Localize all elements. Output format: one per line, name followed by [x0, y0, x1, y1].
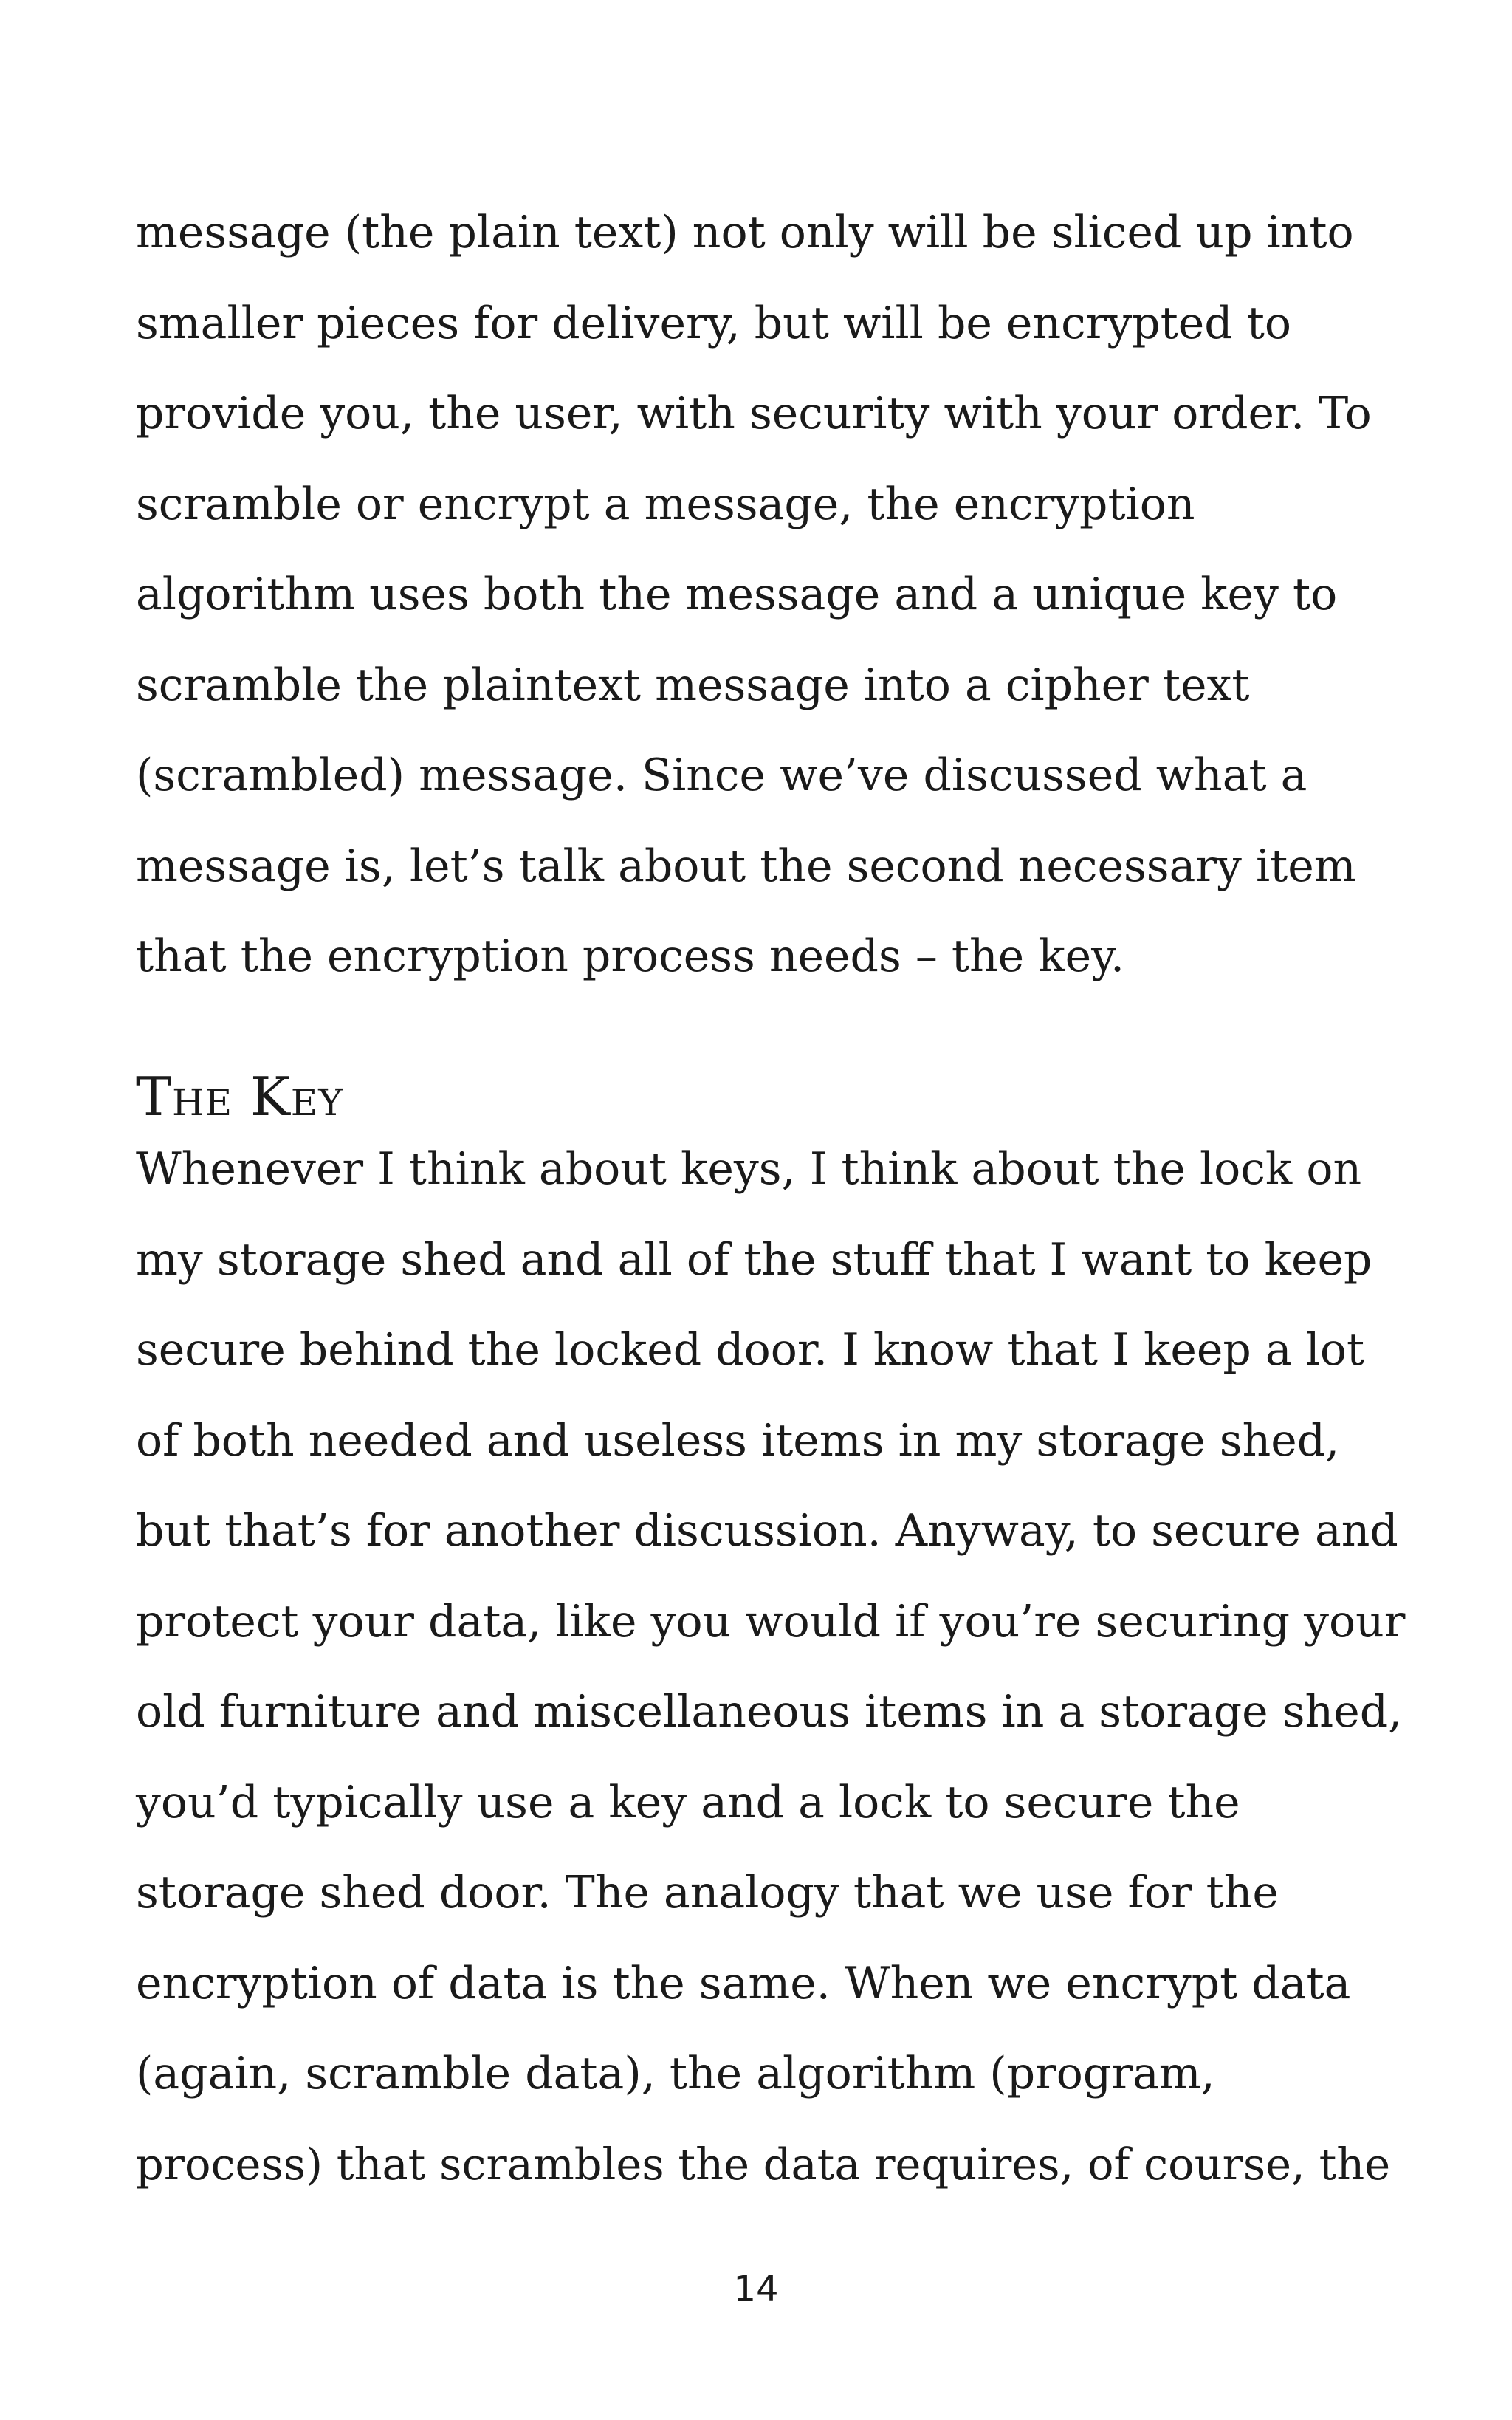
text-line: my storage shed and all of the stuff that I want to keep: [136, 1233, 1372, 1286]
page-number: 14: [733, 2269, 779, 2310]
text-line: but that’s for another discussion. Anyway, to secure and: [136, 1505, 1398, 1557]
text-line: process) that scrambles the data requires, of course, the: [136, 2138, 1391, 2190]
text-line: secure behind the locked door. I know that I keep a lot: [136, 1324, 1365, 1376]
paragraph-plain-text: [136, 188, 1406, 1002]
text-line: you’d typically use a key and a lock to secure the: [136, 1776, 1240, 1828]
text-line: (scrambled) message. Since we’ve discussed what a: [136, 750, 1307, 801]
text-line: algorithm uses both the message and a unique key to: [136, 569, 1338, 620]
text-line: message (the plain text) not only will be sliced up into: [136, 207, 1354, 258]
text-line: protect your data, like you would if you’re securing your: [136, 1595, 1406, 1648]
text-line: (again, scramble data), the algorithm (program,: [136, 2048, 1215, 2099]
text-line: provide you, the user, with security with your order. To: [136, 388, 1372, 439]
text-line: scramble or encrypt a message, the encryption: [136, 478, 1195, 530]
text-line: storage shed door. The analogy that we use for the: [136, 1867, 1279, 1919]
paragraph-the-key: [136, 1124, 1406, 2210]
text-line: that the encryption process needs – the key.: [136, 930, 1125, 982]
section-heading: The Key: [136, 1066, 344, 1128]
text-line: old furniture and miscellaneous items in a storage shed,: [136, 1686, 1403, 1738]
text-line: scramble the plaintext message into a cipher text: [136, 659, 1250, 711]
text-line: encryption of data is the same. When we encrypt data: [136, 1957, 1351, 2009]
text-line: of both needed and useless items in my storage shed,: [136, 1414, 1340, 1467]
text-line: Whenever I think about keys, I think about the lock on: [136, 1143, 1362, 1195]
text-line: message is, let’s talk about the second necessary item: [136, 840, 1356, 892]
text-line: smaller pieces for delivery, but will be encrypted to: [136, 297, 1292, 349]
